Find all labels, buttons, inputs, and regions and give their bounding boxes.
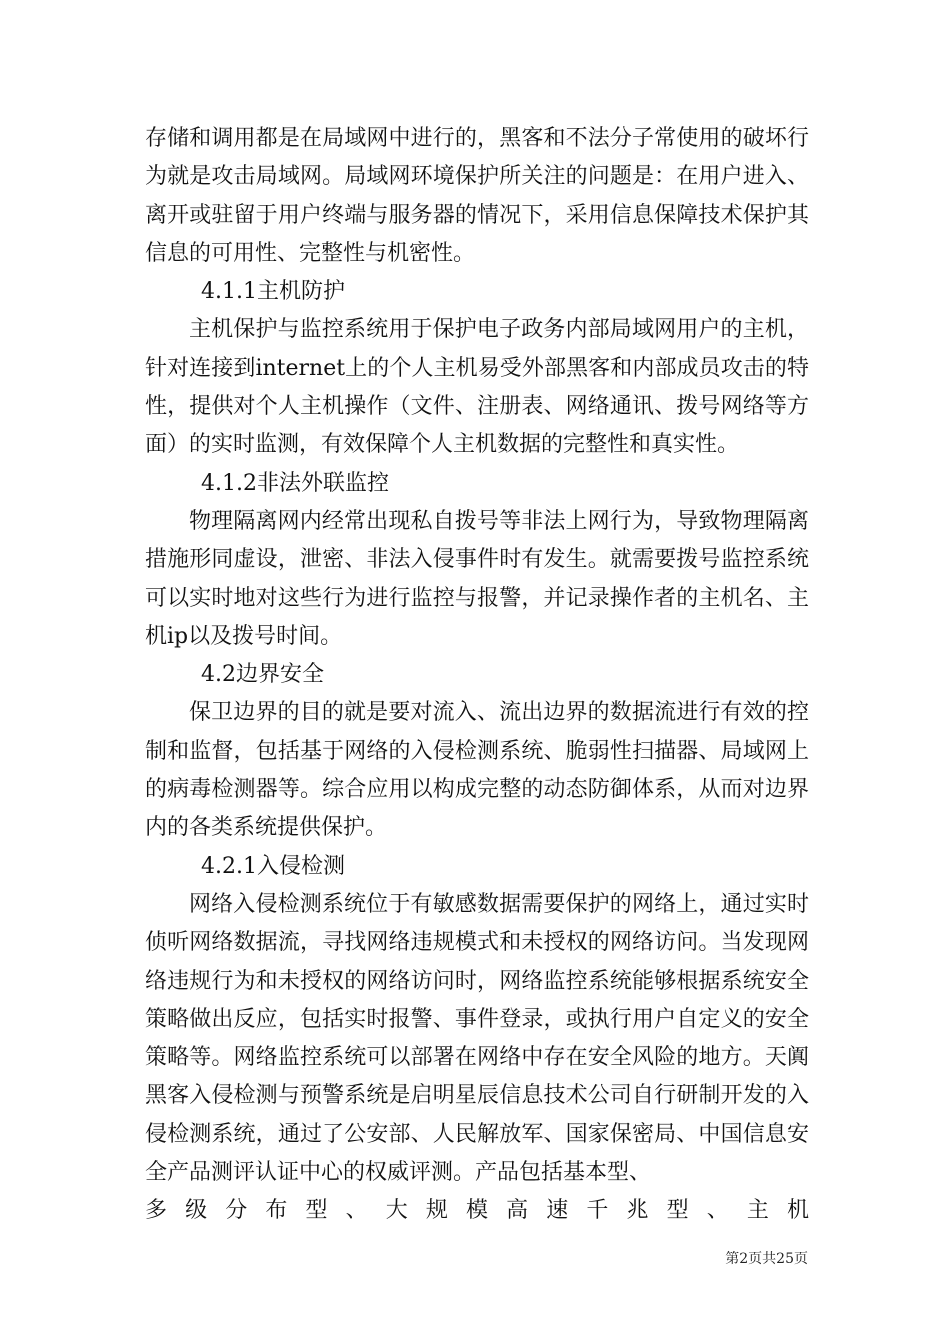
paragraph-continuation: 多级分布型、大规模高速千兆型、主机: [145, 1198, 809, 1224]
paragraph: 保卫边界的目的就是要对流入、流出边界的数据流进行有效的控制和监督，包括基于网络的入侵检测系统、脆弱性扫描器、局域网上的病毒检测器等。综合应用以构成完整的动态防御体系，从而对边界内的各类系统提供保护。: [145, 700, 809, 841]
section-heading: 4.1.1主机防护: [201, 279, 345, 305]
paragraph: 存储和调用都是在局域网中进行的，黑客和不法分子常使用的破坏行为就是攻击局域网。局域网环境保护所关注的问题是：在用户进入、离开或驻留于用户终端与服务器的情况下，采用信息保障技术保护其信息的可用性、完整性与机密性。: [145, 126, 809, 266]
paragraph: 网络入侵检测系统位于有敏感数据需要保护的网络上，通过实时侦听网络数据流，寻找网络违规模式和未授权的网络访问。当发现网络违规行为和未授权的网络访问时，网络监控系统能够根据系统安全策略做出反应，包括实时报警、事件登录，或执行用户自定义的安全策略等。网络监控系统可以部署在网络中存在安全风险的地方。天阗黑客入侵检测与预警系统是启明星辰信息技术公司自行研制开发的入侵检测系统，通过了公安部、人民解放军、国家保密局、中国信息安全产品测评认证中心的权威评测。产品包括基本型、: [145, 891, 809, 1186]
page-number: 第2页共25页: [725, 1251, 808, 1267]
paragraph: 物理隔离网内经常出现私自拨号等非法上网行为，导致物理隔离措施形同虚设，泄密、非法入侵事件时有发生。就需要拨号监控系统可以实时地对这些行为进行监控与报警，并记录操作者的主机名、主机ip以及拨号时间。: [145, 508, 809, 649]
section-heading: 4.2边界安全: [201, 662, 324, 688]
section-heading: 4.2.1入侵检测: [201, 853, 345, 879]
document-body: [145, 120, 809, 1231]
paragraph: 主机保护与监控系统用于保护电子政务内部局域网用户的主机，针对连接到internet上的个人主机易受外部黑客和内部成员攻击的特性，提供对个人主机操作（文件、注册表、网络通讯、拨号网络等方面）的实时监测，有效保障个人主机数据的完整性和真实性。: [145, 317, 809, 458]
section-heading: 4.1.2非法外联监控: [201, 470, 389, 496]
